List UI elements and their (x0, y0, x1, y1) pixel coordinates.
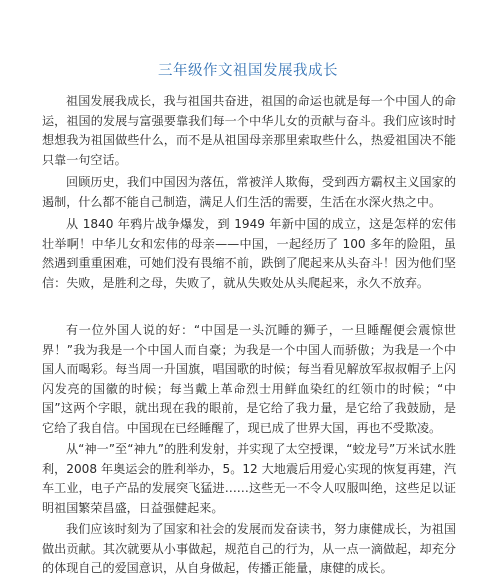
paragraph-4: 有一位外国人说的好：“中国是一头沉睡的狮子，一旦睡醒便会震惊世界！”我为我是一个中国人而自豪；为我是一个中国人而骄傲；为我是一个中国人而喝彩。每当周一升国旗，唱国歌的时候；每当看见解放军叔叔帽子上闪闪发亮的国徽的时候；每当戴上革命烈士用鲜血染红的红领巾的时候；“中国”这两个字眼，就出现在我的眼前，是它给了我力量，是它给了我鼓励，是它给了我自信。中国现在已经睡醒了，现已成了世界大国，再也不受欺凌。 (42, 323, 456, 435)
paragraph-6: 我们应该时刻为了国家和社会的发展而发奋读书，努力康健成长，为祖国做出贡献。其次就要从小事做起，规范自己的行为，从一点一滴做起，却充分的体现自己的爱国意识，从自身做起，传播正能量，康健的成长。 (42, 522, 456, 576)
paragraph-2: 回顾历史，我们中国因为落伍，常被洋人欺侮，受到西方霸权主义国家的遏制，什么都不能自己制造，满足人们生活的需要，生活在水深火热之中。 (42, 175, 456, 209)
document-title: 三年级作文祖国发展我成长 (158, 63, 338, 79)
paragraph-1: 祖国发展我成长，我与祖国共奋进，祖国的命运也就是每一个中国人的命运，祖国的发展与富强要靠我们每一个中华儿女的贡献与奋斗。我们应该时时想想我为祖国做些什么，而不是从祖国母亲那里索取些什么，热爱祖国决不能只靠一句空话。 (42, 94, 456, 167)
paragraph-5: 从“神一”至“神九”的胜利发射，并实现了太空授课，“蛟龙号”万米试水胜利，2008 年奥运会的胜利举办，5。12 大地震后用爱心实现的恢复再建，汽车工业，电子产品的发展突飞猛进……这些无一不令人叹服叫绝，这些足以证明祖国繁荣昌盛，日益强健起来。 (42, 442, 456, 515)
paragraph-3: 从 1840 年鸦片战争爆发，到 1949 年新中国的成立，这是怎样的宏伟壮举啊！中华儿女和宏伟的母亲——中国，一起经历了 100 多年的险阻，虽然遇到重重困难，可她们没有畏缩不前，跌倒了爬起来从头奋斗！因为他们坚信：失败，是胜利之母，失败了，就从失败处从头爬起来，永久不放弃。 (42, 217, 456, 290)
